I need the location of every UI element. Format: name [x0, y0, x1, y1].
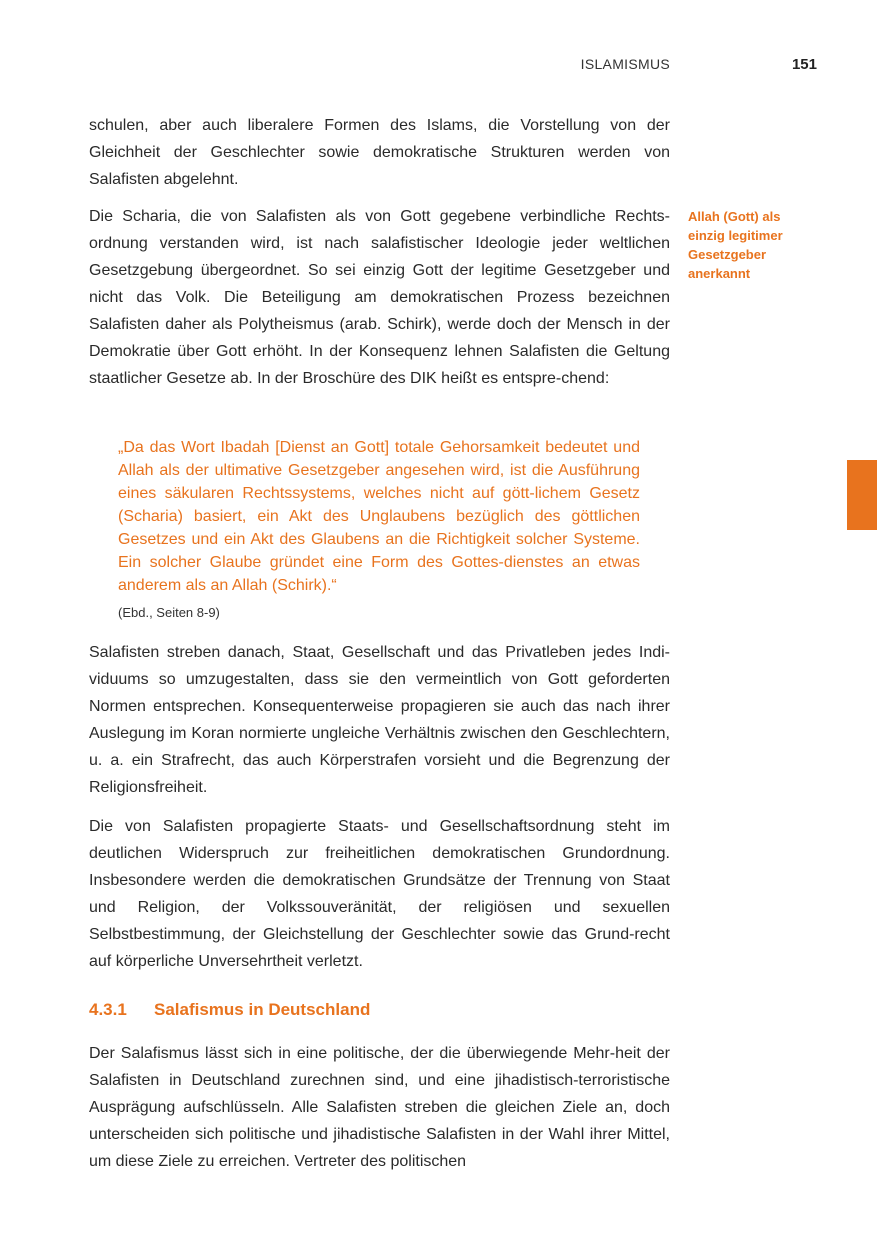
body-paragraph-2: [89, 203, 670, 392]
page-number: 151: [791, 56, 817, 73]
section-heading: [89, 1000, 370, 1020]
paragraph-text: Die Scharia, die von Salafisten als von Gott gegebene verbindliche Rechts-ordnung verstanden wird, ist nach salafistischer Ideologie jeder weltlichen Gesetzgebung übergeordnet. So sei einzig Gott der legitime Gesetzgeber und nicht das Volk. Die Beteiligung am demokratischen Prozess bezeichnen Salafisten daher als Polytheismus (arab. Schirk), werde doch der Mensch in der Demokratie über Gott erhöht. In der Konsequenz lehnen Salafisten die Geltung staatlicher Gesetze ab. In der Broschüre des DIK heißt es entspre-chend:: [89, 208, 670, 387]
body-paragraph-5: [89, 1040, 670, 1175]
section-number: 4.3.1: [89, 1000, 127, 1019]
chapter-thumb-tab: [847, 460, 877, 530]
paragraph-text: Salafisten streben danach, Staat, Gesellschaft und das Privatleben jedes Indi-viduums so umzugestalten, dass sie den vermeintlich von Gott geforderten Normen entsprechen. Konsequenterweise propagieren sie auch das nach ihrer Auslegung im Koran normierte ungleiche Verhältnis zwischen den Geschlechtern, u. a. ein Strafrecht, das auch Körperstrafen vorsieht und die Begrenzung der Religionsfreiheit.: [89, 644, 670, 796]
body-paragraph-4: [89, 813, 670, 975]
paragraph-text: Der Salafismus lässt sich in eine politische, der die überwiegende Mehr-heit der Salafisten in Deutschland zurechnen sind, und eine jihadistisch-terroristische Ausprägung aufschlüsseln. Alle Salafisten streben die gleichen Ziele an, doch unterscheiden sich politische und jihadistische Salafisten in der Wahl ihrer Mittel, um diese Ziele zu erreichen. Vertreter des politischen: [89, 1045, 670, 1170]
paragraph-text: schulen, aber auch liberalere Formen des Islams, die Vorstellung von der Gleichheit der Geschlechter sowie demokratische Strukturen werden von Salafisten abgelehnt.: [89, 117, 670, 188]
block-quote: „Da das Wort Ibadah [Dienst an Gott] totale Gehorsamkeit bedeutet und Allah als der ultimative Gesetzgeber angesehen wird, ist die Ausführung eines säkularen Rechtssystems, welches nicht auf gött-lichem Gesetz (Scharia) basiert, ein Akt des Unglaubens bezüglich des göttlichen Gesetzes und ein Akt des Glaubens an die Richtigkeit solcher Systeme. Ein solcher Glaube gründet eine Form des Gottes-dienstes an etwas anderem als an Allah (Schirk).“: [118, 439, 640, 594]
body-paragraph-3: [89, 639, 670, 801]
running-header: ISLAMISMUS: [580, 56, 670, 72]
section-title: Salafismus in Deutschland: [154, 1000, 371, 1019]
margin-note: Allah (Gott) als einzig legitimer Gesetzgeber anerkannt: [688, 209, 783, 281]
body-paragraph-1: [89, 112, 670, 193]
quote-source: (Ebd., Seiten 8-9): [118, 605, 220, 620]
paragraph-text: Die von Salafisten propagierte Staats- und Gesellschaftsordnung steht im deutlichen Widerspruch zur freiheitlichen demokratischen Grundordnung. Insbesondere werden die demokratischen Grundsätze der Trennung von Staat und Religion, der Volkssouveränität, der religiösen und sexuellen Selbstbestimmung, der Gleichstellung der Geschlechter sowie das Grund-recht auf körperliche Unversehrtheit verletzt.: [89, 818, 670, 970]
